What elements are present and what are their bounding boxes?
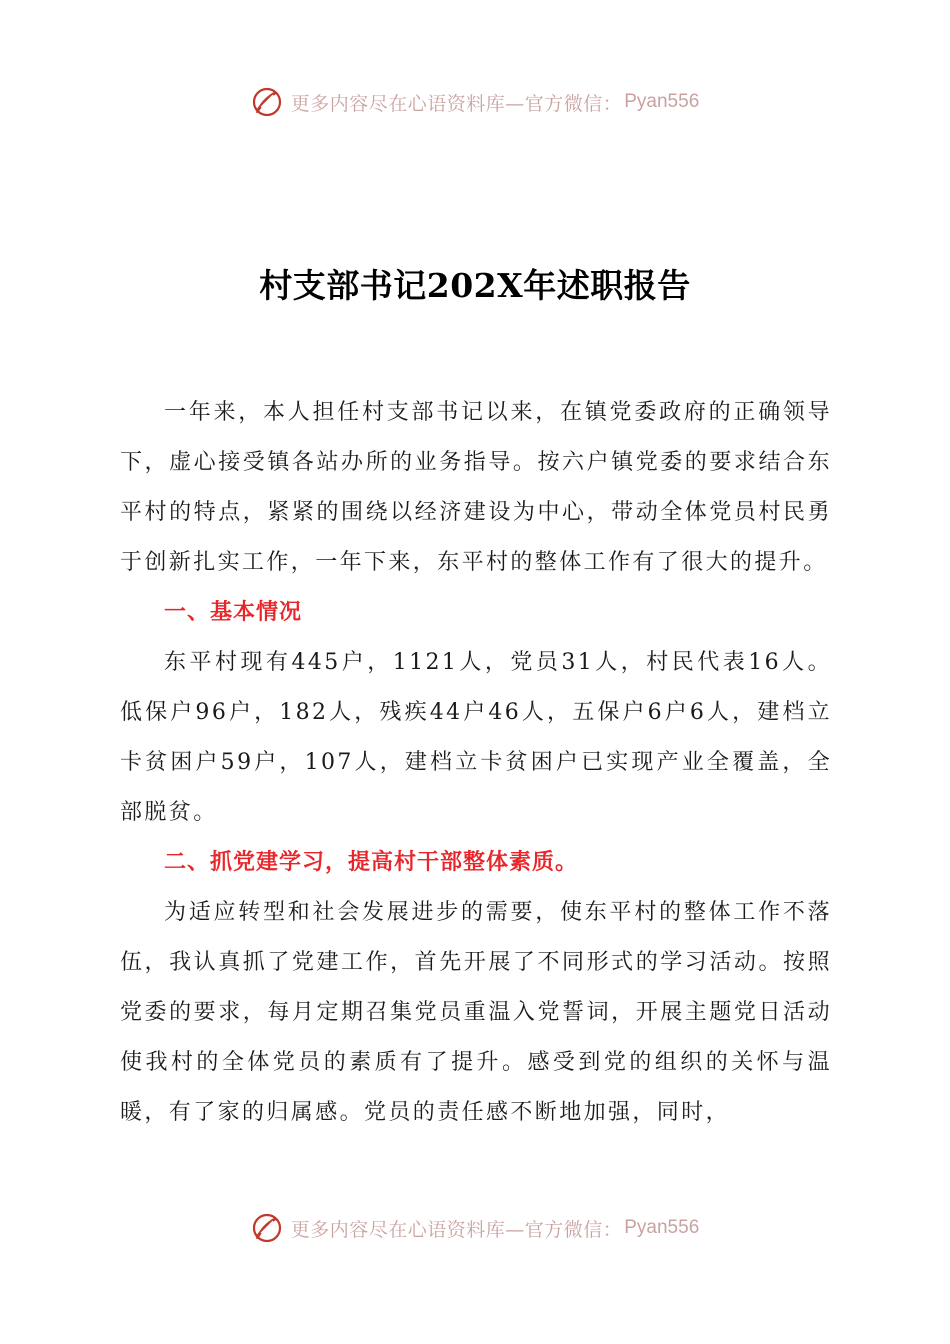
party-study-paragraph: 为适应转型和社会发展进步的需要，使东平村的整体工作不落伍，我认真抓了党建工作，首先开展了不同形式的学习活动。按照党委的要求，每月定期召集党员重温入党誓词，开展主题党日活动使我村的全体党员的素质有了提升。感受到党的组织的关怀与温暖，有了家的归属感。党员的责任感不断地加强，同时， [120,900,832,1125]
basic-info-paragraph: 东平村现有445户，1121人，党员31人，村民代表16人。低保户96户，182人，残疾44户46人，五保户6户6人，建档立卡贫困户59户，107人，建档立卡贫困户已实现产业全覆盖，全部脱贫。 [120,650,832,825]
header-wechat-id: Pyan556 [624,91,700,112]
header-watermark [0,82,950,122]
section-heading-party-study: 二、抓党建学习，提高村干部整体素质。 [164,850,579,875]
header-watermark-text: 更多内容尽在心语资料库—官方微信： [290,92,623,115]
footer-watermark [0,1208,950,1248]
pen-logo-icon [251,86,283,118]
section-heading-basic-info: 一、基本情况 [164,600,303,625]
footer-wechat-id: Pyan556 [624,1217,700,1238]
document-title: 村支部书记202X年述职报告 [259,266,691,305]
pen-logo-icon [251,1212,283,1244]
intro-paragraph: 一年来，本人担任村支部书记以来，在镇党委政府的正确领导下，虚心接受镇各站办所的业务指导。按六户镇党委的要求结合东平村的特点，紧紧的围绕以经济建设为中心，带动全体党员村民勇于创新扎实工作，一年下来，东平村的整体工作有了很大的提升。 [120,400,832,575]
document-body [120,388,832,1138]
footer-watermark-text: 更多内容尽在心语资料库—官方微信： [290,1218,623,1241]
